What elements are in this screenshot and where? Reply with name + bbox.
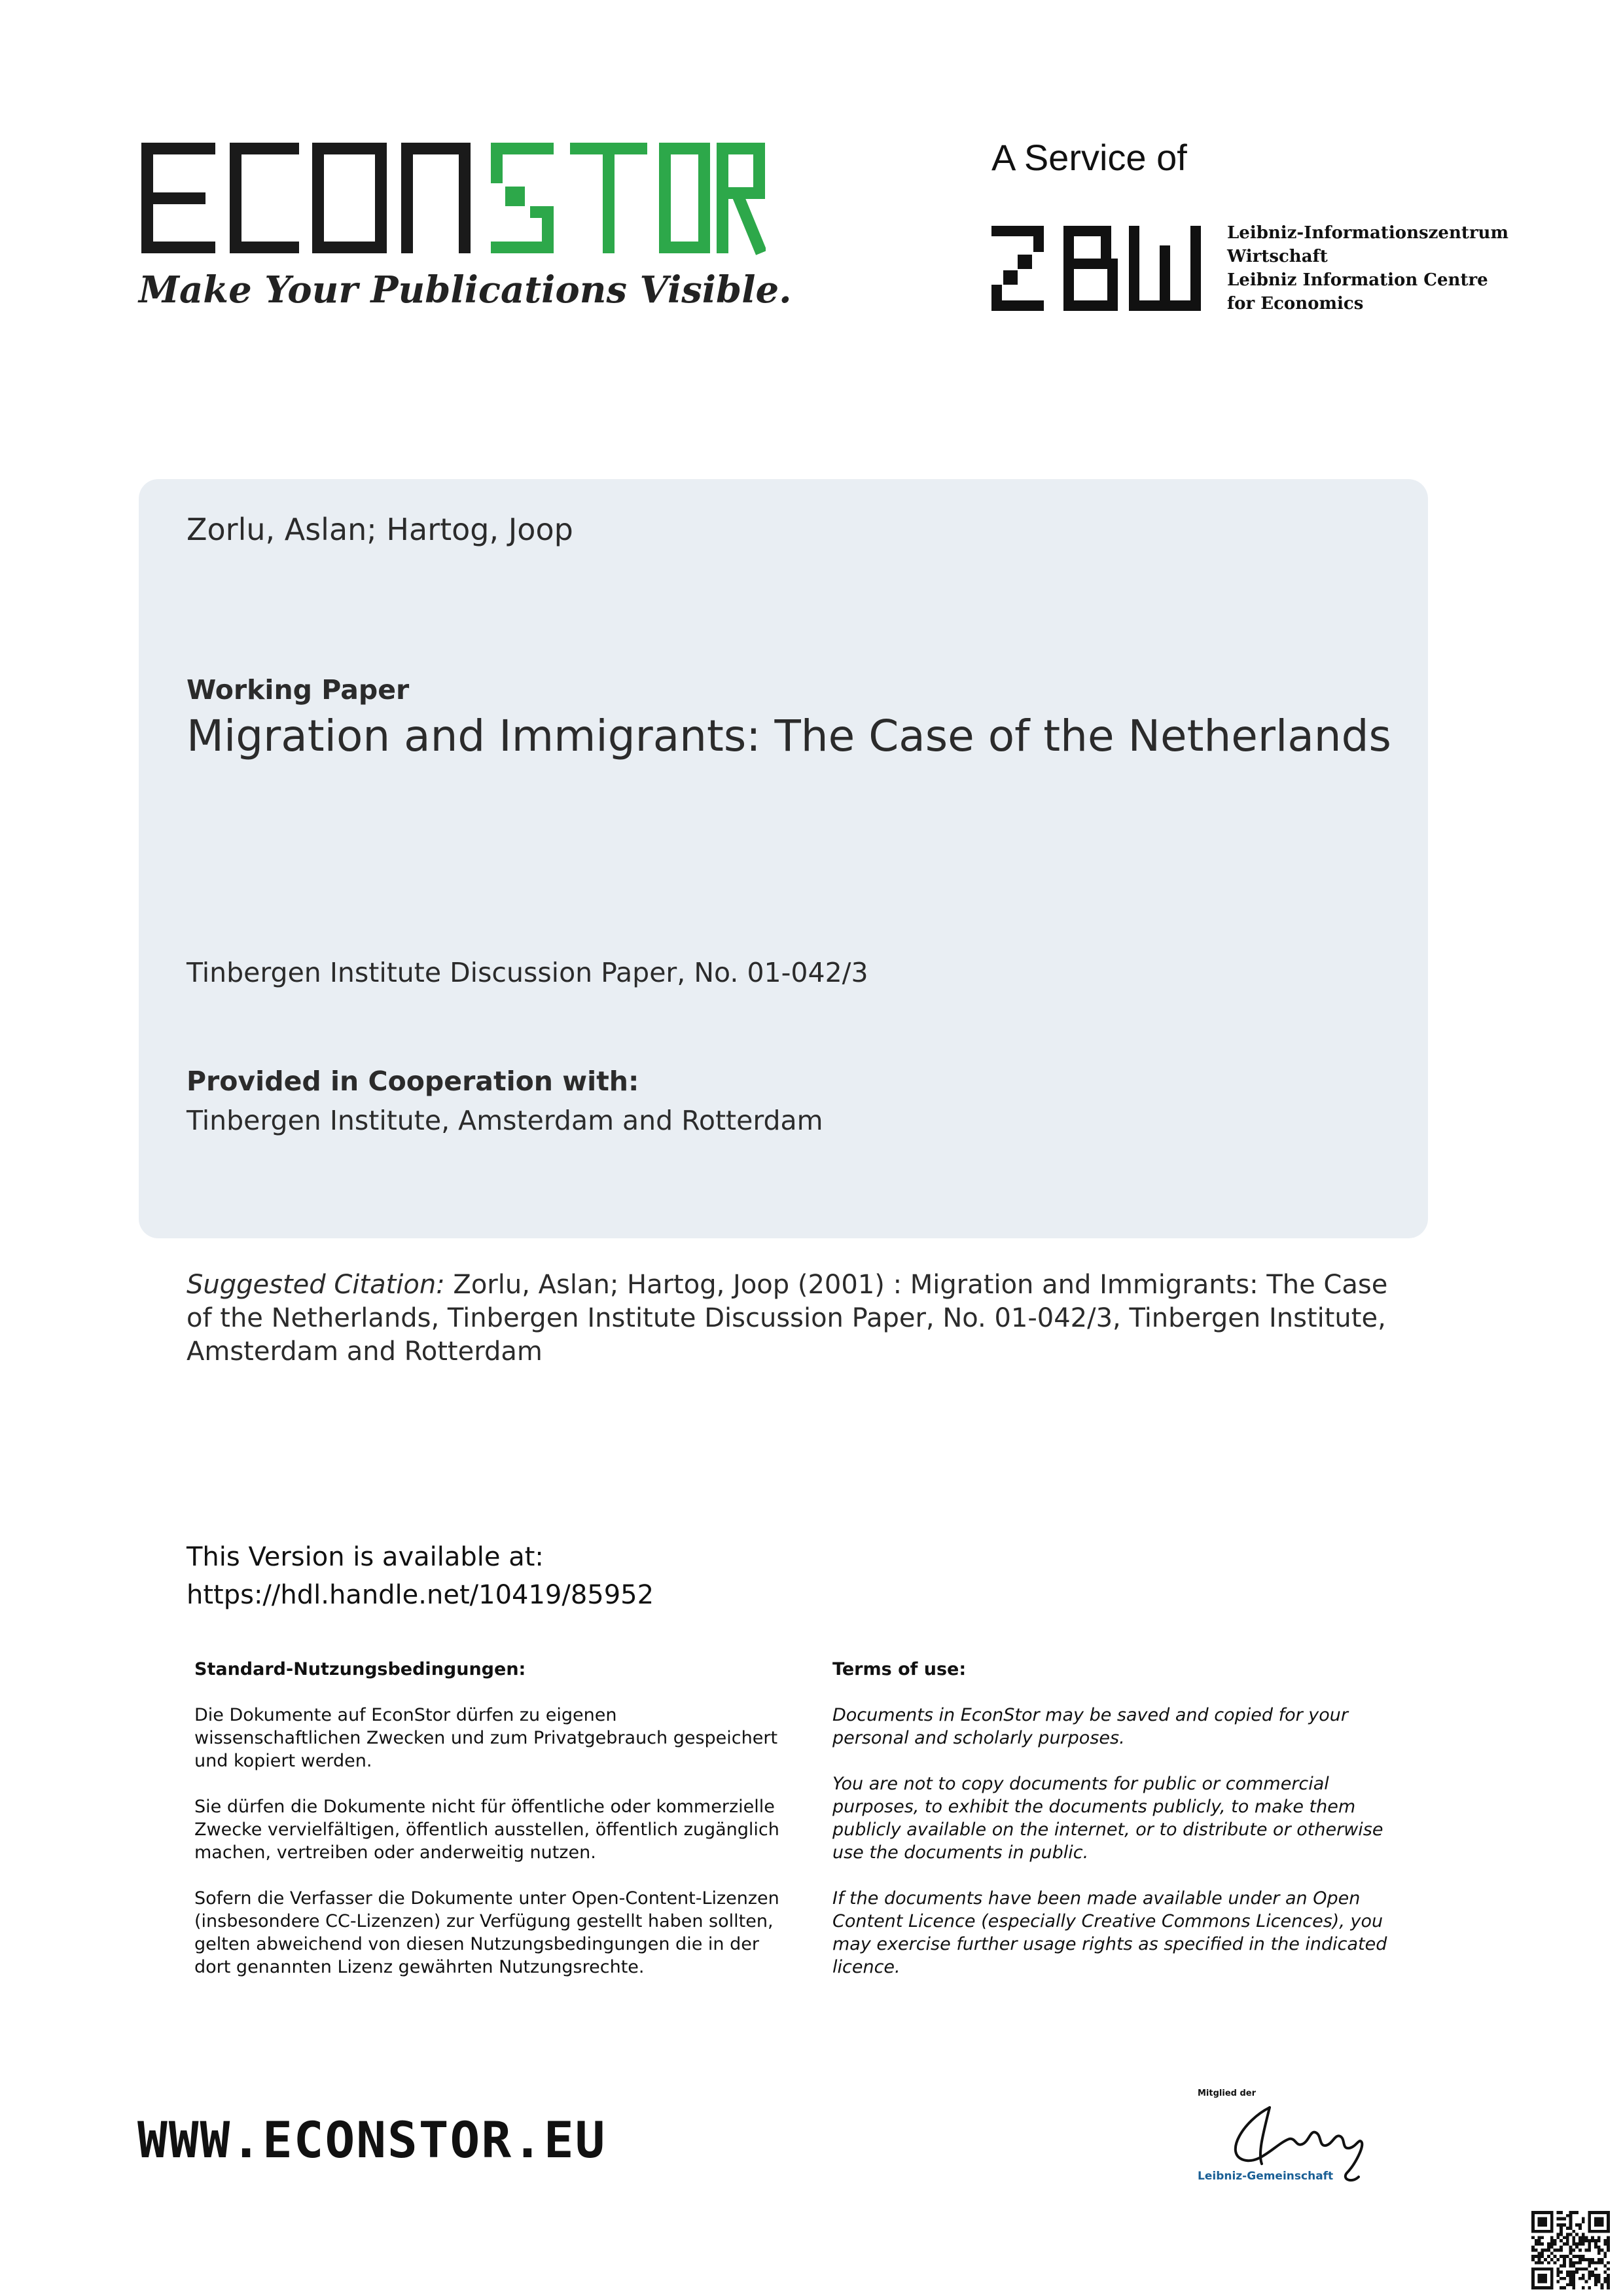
- series-info: Tinbergen Institute Discussion Paper, No. 01-042/3: [187, 957, 868, 988]
- citation-text: Zorlu, Aslan; Hartog, Joop (2001) : Migration and Immigrants: The Case of the Netherlands, Tinbergen Institute Discussion Paper, No. 01-042/3, Tinbergen Institute, Amsterdam and Rotterdam: [187, 1270, 1388, 1367]
- zbw-logo: [991, 226, 1201, 311]
- authors: Zorlu, Aslan; Hartog, Joop: [187, 512, 573, 547]
- leibniz-member-label: Mitglied der: [1198, 2089, 1257, 2098]
- document-type: Working Paper: [187, 674, 410, 706]
- leibniz-gemeinschaft-logo: [1198, 2081, 1368, 2193]
- terms-german-paragraph: Sofern die Verfasser die Dokumente unter Open-Content-Lizenzen (insbesondere CC-Lizenzen) zur Verfügung gestellt haben sollten, gelten abweichend von diesen Nutzungsbedingungen die in der dort genannten Lizenz gewährten Nutzungsrechte.: [194, 1888, 779, 1977]
- terms-english-paragraph: You are not to copy documents for public or commercial purposes, to exhibit the documents publicly, to make them publicly available on the internet, or to distribute or otherwise use the documents in public.: [832, 1774, 1383, 1863]
- terms-english: [832, 1658, 1408, 2001]
- zbw-institution-name: [1227, 221, 1508, 315]
- terms-german-paragraph: Die Dokumente auf EconStor dürfen zu eigenen wissenschaftlichen Zwecken und zum Privatgebrauch gespeichert und kopiert werden.: [194, 1705, 778, 1771]
- econstor-website-link[interactable]: WWW.ECONSTOR.EU: [137, 2111, 607, 2169]
- zbw-line: Leibniz-Informationszentrum: [1227, 223, 1508, 243]
- zbw-line: for Economics: [1227, 294, 1364, 314]
- document-title: Migration and Immigrants: The Case of the Netherlands: [187, 711, 1391, 761]
- tagline: Make Your Publications Visible.: [139, 268, 792, 312]
- terms-german-paragraph: Sie dürfen die Dokumente nicht für öffentliche oder kommerzielle Zwecke vervielfältigen, öffentlich ausstellen, öffentlich zugänglich machen, vertreiben oder anderweitig nutzen.: [194, 1797, 779, 1863]
- handle-link[interactable]: https://hdl.handle.net/10419/85952: [187, 1580, 654, 1610]
- qr-code[interactable]: [1531, 2211, 1610, 2289]
- terms-english-paragraph: If the documents have been made available under an Open Content Licence (especially Creative Commons Licences), you may exercise further usage rights as specified in the indicated licence.: [832, 1888, 1387, 1977]
- suggested-citation: [187, 1268, 1404, 1369]
- citation-label: Suggested Citation:: [187, 1270, 445, 1300]
- version-label: This Version is available at:: [187, 1542, 544, 1572]
- leibniz-org-label: Leibniz-Gemeinschaft: [1198, 2170, 1334, 2183]
- cooperation-institution: Tinbergen Institute, Amsterdam and Rotterdam: [187, 1105, 823, 1136]
- zbw-line: Leibniz Information Centre: [1227, 270, 1488, 290]
- terms-english-paragraph: Documents in EconStor may be saved and copied for your personal and scholarly purposes.: [832, 1705, 1348, 1748]
- cooperation-label: Provided in Cooperation with:: [187, 1066, 639, 1097]
- terms-german-heading: Standard-Nutzungsbedingungen:: [194, 1659, 526, 1679]
- econstor-logo: [137, 141, 766, 255]
- service-of-label: A Service of: [991, 137, 1187, 178]
- zbw-line: Wirtschaft: [1227, 247, 1328, 266]
- terms-english-heading: Terms of use:: [832, 1659, 967, 1679]
- terms-german: [194, 1658, 783, 2001]
